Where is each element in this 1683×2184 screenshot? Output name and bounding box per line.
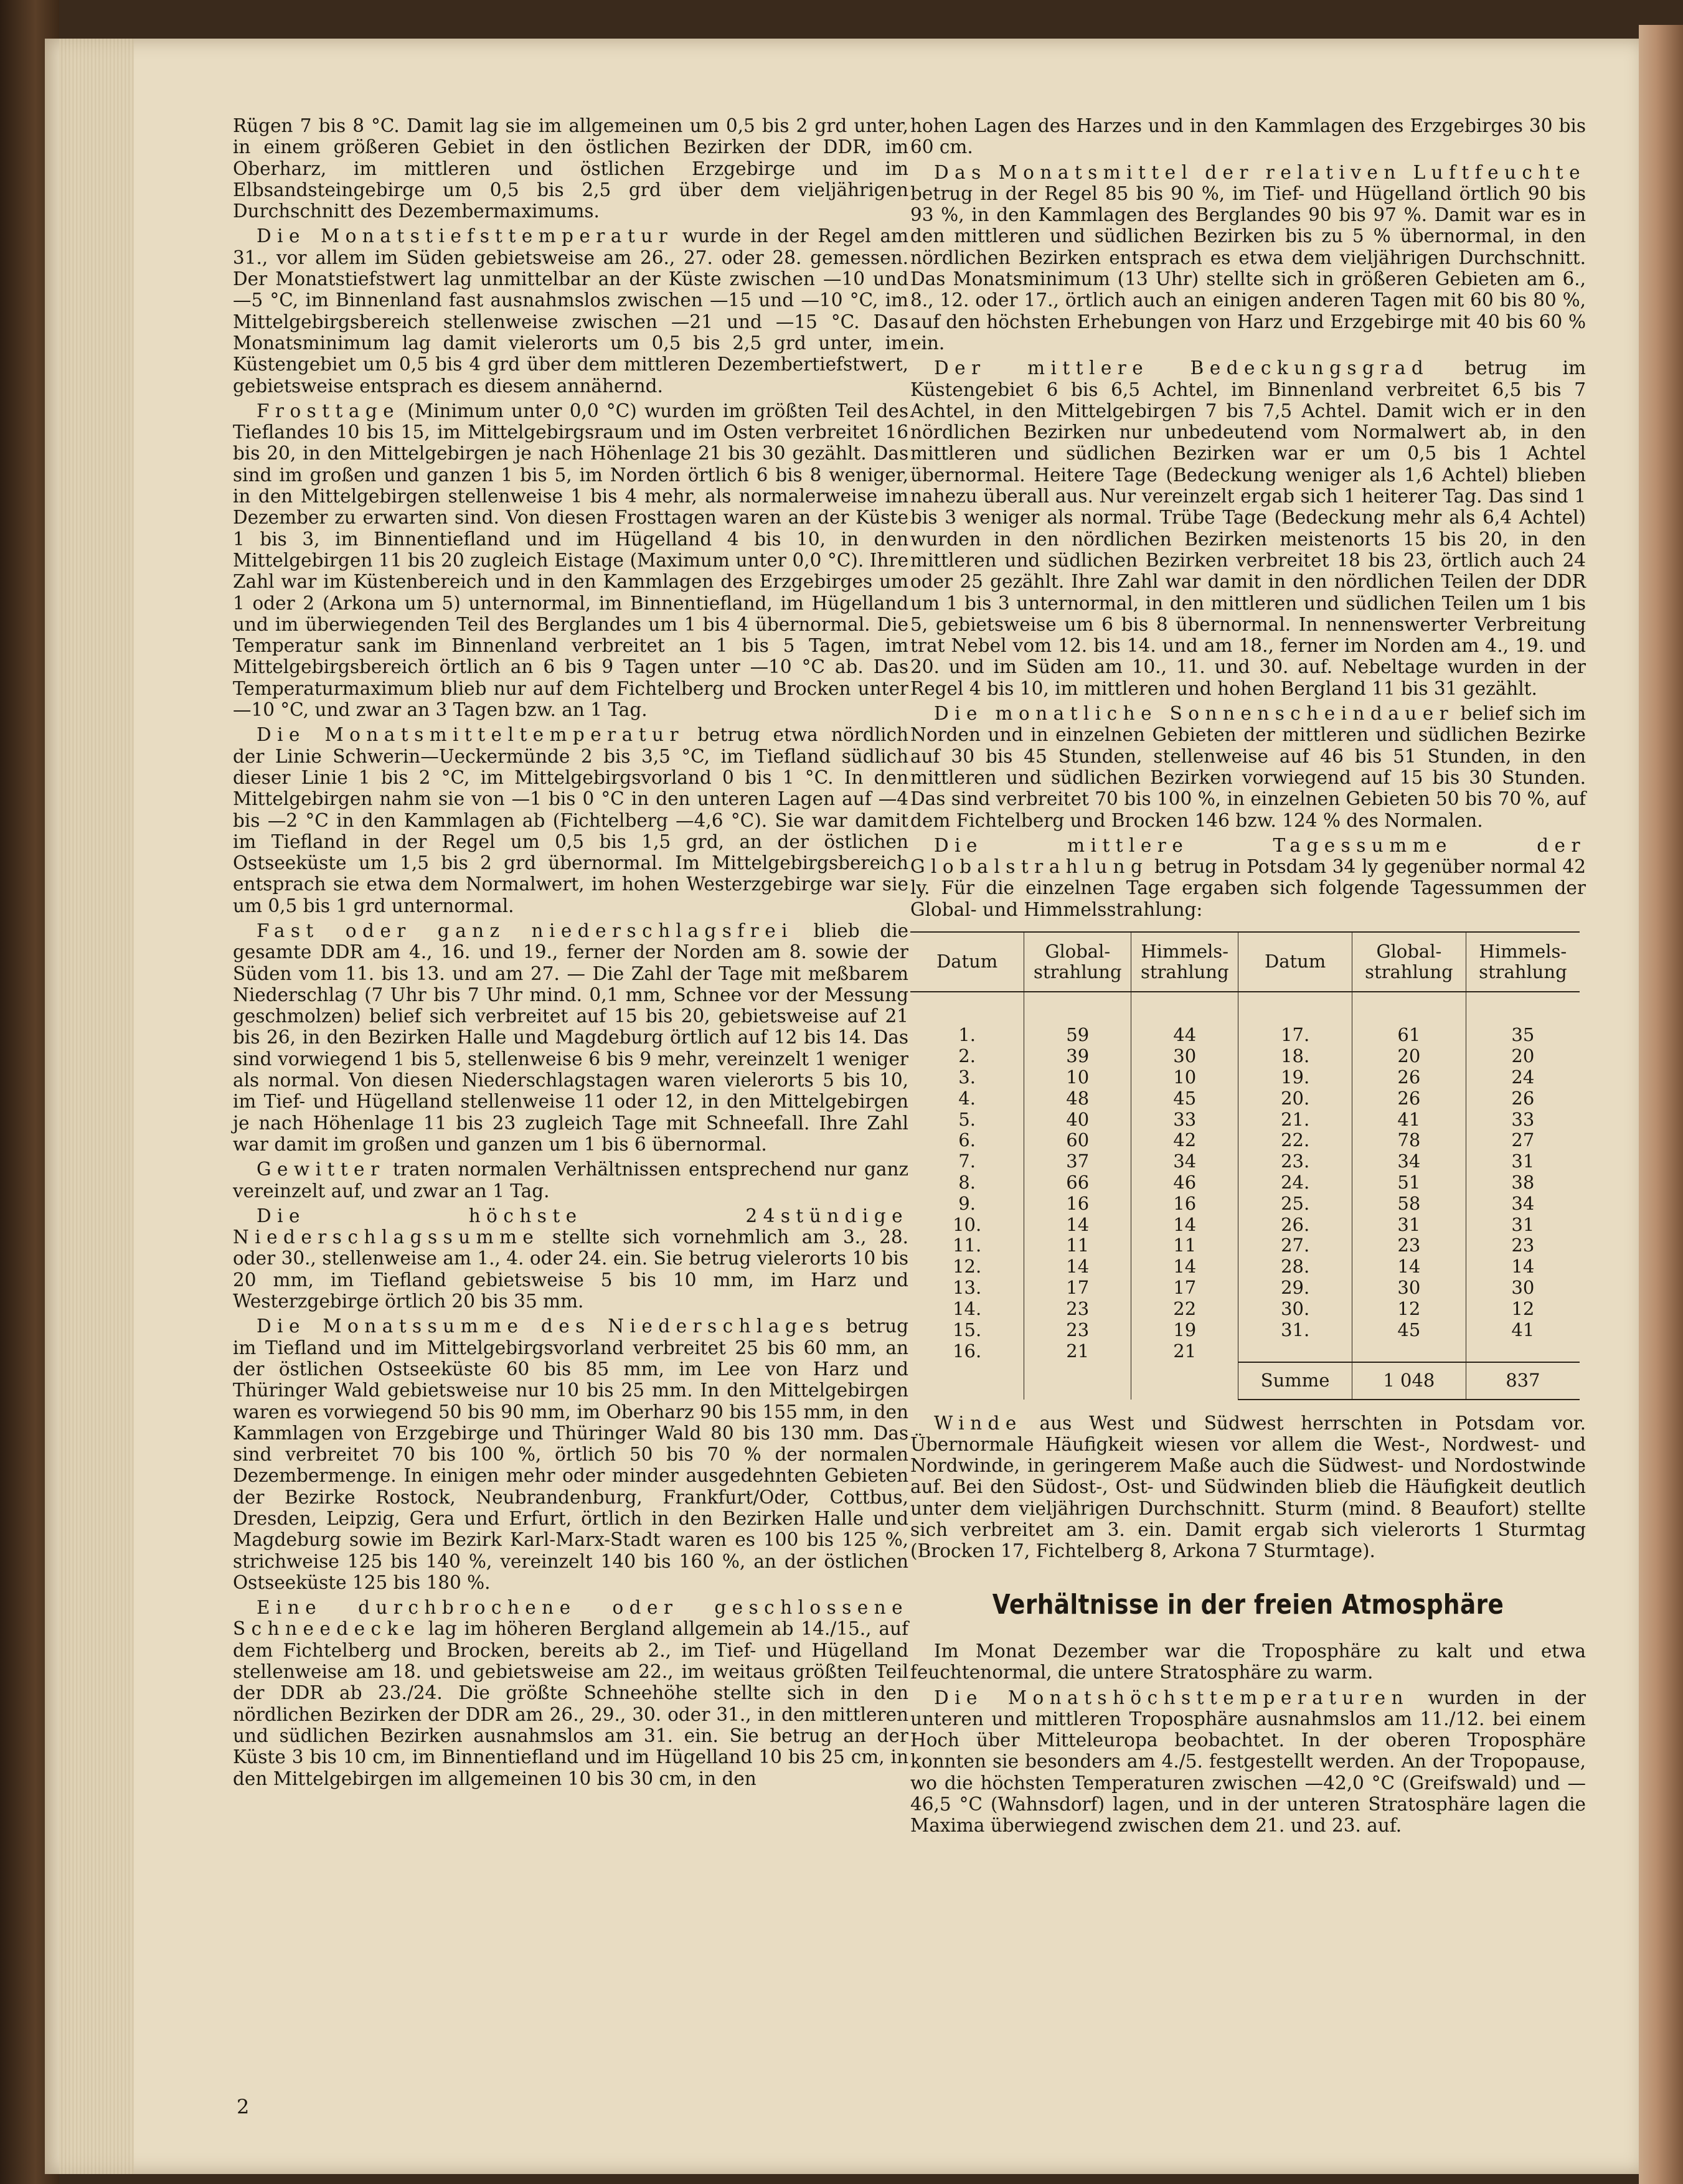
table-cell: 23 [1024, 1298, 1131, 1319]
table-cell: 28. [1238, 1256, 1352, 1278]
table-cell: 12. [953, 1256, 982, 1278]
paragraph-lead: Die Monatssumme des Niederschlages [257, 1316, 835, 1337]
paragraph [233, 920, 908, 1155]
table-cell: 41 [1466, 1319, 1580, 1340]
paragraph-lead: Die mittlere Tagessumme der Globalstrahlung [910, 834, 1586, 878]
paragraph-lead: Gewitter [257, 1159, 385, 1180]
table-cell: 15. [953, 1319, 982, 1340]
table-row [910, 1172, 1580, 1193]
table-cell: 30 [1352, 1278, 1466, 1299]
paragraph-lead: Eine durchbrochene oder geschlossene Schneedecke [233, 1597, 908, 1640]
section-heading: Verhältnisse in der freien Atmosphäre [992, 1588, 1504, 1621]
paragraph [233, 115, 908, 222]
paragraph-text: Rügen 7 bis 8 °C. Damit lag sie im allgemeinen um 0,5 bis 2 grd unter, in einem größeren Gebiet in den östlichen Bezirken der DDR, im Oberharz, im mittleren und östlichen Erzgebirge und im Elbsandsteingebirge um 0,5 bis 2,5 grd über dem vieljährigen Durchschnitt des Dezembermaximums. [233, 115, 908, 222]
table-cell: 14 [1024, 1214, 1131, 1235]
table-row [910, 1256, 1580, 1278]
table-cell: 31 [1352, 1214, 1466, 1235]
table-cell: 18. [1238, 1046, 1352, 1067]
table-sum-row [910, 1362, 1580, 1400]
table-cell: 13. [953, 1276, 982, 1298]
table-cell-empty [1024, 1362, 1131, 1400]
table-cell: 10 [1024, 1067, 1131, 1088]
paragraph-text: wurde in der Regel am 31., vor allem im Süden gebietsweise am 26., 27. oder 28. gemessen. Der Monatstiefstwert lag unmittelbar an der Küste zwischen —10 und —5 °C, im Binnenland fast ausnahmslos zwischen —15 und —10 °C, im Mittelgebirgsbereich stellenweise zwischen —21 und —15 °C. Das Monatsminimum lag damit vielerorts um 0,5 bis 2,5 grd unter, im Küstengebiet um 0,5 bis 4 grd über dem mittleren Dezembertiefstwert, gebietsweise entsprach es diesem annähernd. [233, 225, 908, 397]
paragraph [233, 400, 908, 720]
table-row [910, 1130, 1580, 1151]
header-line: strahlung [1033, 961, 1122, 982]
section-body [910, 1640, 1586, 1837]
table-cell: 16. [953, 1340, 982, 1362]
table-cell: 11 [1131, 1235, 1238, 1256]
table-row [910, 1067, 1580, 1088]
paragraph-lead: Das Monatsmittel der relativen Luftfeuchte [934, 161, 1586, 183]
table-cell: 20 [1466, 1046, 1580, 1067]
page-edge-right [1639, 25, 1683, 2184]
table-cell: 19. [1238, 1067, 1352, 1088]
paragraph [910, 835, 1586, 920]
table-cell: 17 [1024, 1278, 1131, 1299]
table-cell: 38 [1466, 1172, 1580, 1193]
table-header-cell [1238, 932, 1352, 992]
table-cell: 24. [1238, 1172, 1352, 1193]
table-cell: 25. [1238, 1193, 1352, 1214]
table-cell: 44 [1131, 992, 1238, 1046]
table-cell: 14 [1466, 1256, 1580, 1278]
table-cell-empty [1131, 1362, 1238, 1400]
table-cell: 8. [958, 1171, 976, 1193]
table-cell: 10. [953, 1213, 982, 1235]
table-cell: 17 [1131, 1278, 1238, 1299]
table-cell: 34 [1352, 1151, 1466, 1172]
table-cell: 14 [1024, 1256, 1131, 1278]
table-cell: 29. [1238, 1278, 1352, 1299]
table-cell: 33 [1466, 1109, 1580, 1130]
table-cell: 14 [1131, 1256, 1238, 1278]
table-cell: 21 [1131, 1340, 1238, 1362]
table-cell: 40 [1024, 1109, 1131, 1130]
header-line: Global- [1045, 940, 1111, 962]
header-line: Global- [1376, 940, 1442, 962]
table-cell: 34 [1131, 1151, 1238, 1172]
table-cell: 3. [958, 1066, 976, 1088]
table-row [910, 1193, 1580, 1214]
table-cell: 22. [1238, 1130, 1352, 1151]
table-cell: 78 [1352, 1130, 1466, 1151]
table-cell: 11 [1024, 1235, 1131, 1256]
header-line: Datum [936, 951, 998, 972]
paragraph [233, 225, 908, 396]
table-cell: 26. [1238, 1214, 1352, 1235]
table-row [910, 1109, 1580, 1130]
table-cell: 16 [1131, 1193, 1238, 1214]
table-cell: 30 [1466, 1278, 1580, 1299]
paragraph-text: betrug in Potsdam 34 ly gegenüber normal 42 ly. Für die einzelnen Tage ergaben sich folgende Tagessummen der Global- und Himmelsstrahlung: [910, 856, 1586, 920]
table-cell: 24 [1466, 1067, 1580, 1088]
page-number: 2 [237, 2095, 250, 2119]
table-row [910, 1298, 1580, 1319]
table-cell: 30 [1131, 1046, 1238, 1067]
paragraph [233, 1597, 908, 1789]
paragraph-lead: Fast oder ganz niederschlagsfrei [257, 920, 793, 941]
paragraph-text: wurden in der unteren und mittleren Troposphäre ausnahmslos am 11./12. bei einem Hoch über Mitteleuropa beobachtet. In der oberen Troposphäre konnten sie besonders am 4./5. festgestellt werden. An der Tropopause, wo die höchsten Temperaturen zwischen —42,0 °C (Greifswald) und —46,5 °C (Wahnsdorf) lagen, und in der unteren Stratosphäre lagen die Maxima überwiegend zwischen dem 21. und 23. auf. [910, 1687, 1586, 1837]
table-row [910, 1151, 1580, 1172]
table-cell: 12 [1352, 1298, 1466, 1319]
paragraph [233, 1159, 908, 1202]
paragraph-text: traten normalen Verhältnissen entsprechend nur ganz vereinzelt auf, und zwar an 1 Tag. [233, 1159, 908, 1202]
table-row [910, 1235, 1580, 1256]
header-line: strahlung [1140, 961, 1229, 982]
table-header-cell [910, 932, 1024, 992]
right-column-text-bottom [910, 1413, 1586, 1562]
table-body [910, 992, 1580, 1400]
paragraph [233, 724, 908, 916]
paragraph-text: betrug im Tiefland und im Mittelgebirgsvorland verbreitet 25 bis 60 mm, an der östlichen Ostseeküste 60 bis 85 mm, im Lee von Harz und Thüringer Wald gebietsweise nur 10 bis 25 mm. In den Mittelgebirgen waren es vorwiegend 50 bis 90 mm, im Oberharz 90 bis 155 mm, in den Kammlagen von Erzgebirge und Thüringer Wald 80 bis 130 mm. Das sind verbreitet 70 bis 100 %, örtlich 50 bis 70 % der normalen Dezembermenge. In einigen mehr oder minder ausgedehnten Gebieten der Bezirke Rostock, Neubrandenburg, Frankfurt/Oder, Cottbus, Dresden, Leipzig, Gera und Erfurt, örtlich in den Bezirken Halle und Magdeburg sowie im Bezirk Karl-Marx-Stadt waren es 100 bis 125 %, strichweise 125 bis 140 %, vereinzelt 140 bis 160 %, an der östlichen Ostseeküste 125 bis 180 %. [233, 1316, 908, 1593]
table-cell: 20. [1238, 1088, 1352, 1109]
table-cell: 34 [1466, 1193, 1580, 1214]
paragraph-text: lag im höheren Bergland allgemein ab 14./15., auf dem Fichtelberg und Brocken, bereits ab 2., im Tief- und Hügelland stellenweise am 18. und gebietsweise am 22., im weitaus größten Teil der DDR ab 23./24. Die größte Schneehöhe stellte sich in den nördlichen Bezirken der DDR am 26., 29., 30. oder 31., in den mittleren und südlichen Bezirken ausnahmslos am 31. ein. Sie betrug an der Küste 3 bis 10 cm, im Binnentiefland und im Hügelland 10 bis 25 cm, in den Mittelgebirgen im allgemeinen 10 bis 30 cm, in den [233, 1618, 908, 1789]
right-column-text-top [910, 115, 1586, 920]
table-cell: 45 [1131, 1088, 1238, 1109]
table-cell: 45 [1352, 1319, 1466, 1340]
table-cell: 14. [953, 1297, 982, 1319]
table-cell: 33 [1131, 1109, 1238, 1130]
radiation-table [910, 931, 1580, 1400]
paragraph-lead: Die Monatshöchsttemperaturen [934, 1687, 1409, 1708]
right-column [910, 115, 1586, 1840]
table-cell: 14 [1131, 1214, 1238, 1235]
table-row [910, 1214, 1580, 1235]
table-cell-empty [910, 1362, 1024, 1400]
table-cell: 7. [958, 1151, 976, 1172]
paragraph-text: hohen Lagen des Harzes und in den Kammlagen des Erzgebirges 30 bis 60 cm. [910, 115, 1586, 158]
table-cell: 31 [1466, 1151, 1580, 1172]
table-header-cell [1131, 932, 1238, 992]
table-cell [1238, 1340, 1352, 1362]
table-cell: 31. [1238, 1319, 1352, 1340]
table-cell: 42 [1131, 1130, 1238, 1151]
table-cell [1466, 1340, 1580, 1362]
table-cell: 11. [953, 1235, 982, 1256]
paragraph-text: stellte sich vornehmlich am 3., 28. oder 30., stellenweise am 1., 4. oder 24. ein. Sie betrug vielerorts 10 bis 20 mm, im Tiefland gebietsweise 5 bis 10 mm, im Harz und Westerzgebirge örtlich 20 bis 35 mm. [233, 1226, 908, 1312]
table-cell: 12 [1466, 1298, 1580, 1319]
paragraph-text: belief sich im Norden und in einzelnen Gebieten der mittleren und südlichen Bezirke auf 30 bis 45 Stunden, stellenweise auf 46 bis 51 Stunden, in den mittleren und südlichen Bezirken vorwiegend auf 15 bis 30 Stunden. Das sind verbreitet 70 bis 100 %, in einzelnen Gebieten 50 bis 70 %, auf dem Fichtelberg und Brocken 146 bzw. 124 % des Normalen. [910, 703, 1586, 831]
table-cell: 17. [1238, 992, 1352, 1046]
table-cell: 31 [1466, 1214, 1580, 1235]
paragraph-lead: Frosttage [257, 400, 400, 421]
paragraph-lead: Der mittlere Bedeckungsgrad [934, 357, 1430, 379]
table-cell: 23 [1466, 1235, 1580, 1256]
table-cell: 61 [1352, 992, 1466, 1046]
table-cell: 27. [1238, 1235, 1352, 1256]
table-cell: 6. [958, 1129, 976, 1151]
table-cell: 59 [1024, 992, 1131, 1046]
table-cell: 10 [1131, 1067, 1238, 1088]
paragraph-lead: Die Monatstiefsttemperatur [257, 225, 674, 247]
header-line: Himmels- [1479, 940, 1567, 962]
table-row [910, 992, 1580, 1046]
paragraph [910, 115, 1586, 158]
header-line: strahlung [1365, 961, 1453, 982]
sum-himmel: 837 [1466, 1362, 1580, 1400]
table-cell: 2. [958, 1045, 976, 1067]
paragraph-text: blieb die gesamte DDR am 4., 16. und 19., ferner der Norden am 8. sowie der Süden vom 11. bis 13. und am 27. — Die Zahl der Tage mit meßbarem Niederschlag (7 Uhr bis 7 Uhr mind. 0,1 mm, Schnee vor der Messung geschmolzen) belief sich verbreitet auf 15 bis 20, gebietsweise auf 21 bis 26, in den Bezirken Halle und Magdeburg örtlich auf 12 bis 14. Das sind vorwiegend 1 bis 5, stellenweise 6 bis 9 mehr, vereinzelt 1 weniger als normal. Von diesen Niederschlagstagen waren vielerorts 5 bis 10, im Tief- und Hügelland stellenweise 11 oder 12, in den Mittelgebirgen je nach Höhenlage 11 bis 23 zugleich Tage mit Schneefall. Ihre Zahl war damit im großen und ganzen um 1 bis 6 übernormal. [233, 920, 908, 1155]
table-cell: 58 [1352, 1193, 1466, 1214]
table-cell: 16 [1024, 1193, 1131, 1214]
table-cell: 26 [1466, 1088, 1580, 1109]
table-header-cell [1466, 932, 1580, 992]
table-cell: 14 [1352, 1256, 1466, 1278]
paragraph [233, 1205, 908, 1312]
table-cell: 23 [1352, 1235, 1466, 1256]
paragraph [910, 1413, 1586, 1562]
table-cell: 23 [1024, 1319, 1131, 1340]
paragraph-text: (Minimum unter 0,0 °C) wurden im größten Teil des Tieflandes 10 bis 15, im Mittelgebirgsraum und im Osten verbreitet 16 bis 20, in den Mittelgebirgen je nach Höhenlage 21 bis 30 gezählt. Das sind im großen und ganzen 1 bis 5, im Norden örtlich 6 bis 8 weniger, in den Mittelgebirgen stellenweise 1 bis 4 mehr, als normalerweise im Dezember zu erwarten sind. Von diesen Frosttagen waren an der Küste 1 bis 3, im Binnentiefland und im Hügelland 4 bis 10, in den Mittelgebirgen 11 bis 20 zugleich Eistage (Maximum unter 0,0 °C). Ihre Zahl war im Küstenbereich und in den Kammlagen des Erzgebirges um 1 oder 2 (Arkona um 5) unternormal, im Binnentiefland, im Hügelland und im überwiegenden Teil des Berglandes um 1 bis 4 übernormal. Die Temperatur sank im Binnenland verbreitet an 1 bis 5 Tagen, im Mittelgebirgsbereich örtlich an 6 bis 9 Tagen unter —10 °C ab. Das Temperaturmaximum blieb nur auf dem Fichtelberg und Brocken unter —10 °C, und zwar an 3 Tagen bzw. an 1 Tag. [233, 400, 908, 721]
table-cell: 30. [1238, 1298, 1352, 1319]
table-header-cell [1352, 932, 1466, 992]
paragraph [910, 1687, 1586, 1837]
paragraph-text: betrug im Küstengebiet 6 bis 6,5 Achtel, im Binnenland verbreitet 6,5 bis 7 Achtel, in den Mittelgebirgen 7 bis 7,5 Achtel. Damit wich er in den nördlichen Bezirken nur unbedeutend vom Normalwert ab, in den mittleren und südlichen Bezirken war er um 0,5 bis 1 Achtel übernormal. Heitere Tage (Bedeckung weniger als 1,6 Achtel) blieben nahezu überall aus. Nur vereinzelt ergab sich 1 heiterer Tag. Das sind 1 bis 3 weniger als normal. Trübe Tage (Bedeckung mehr als 6,4 Achtel) wurden in den nördlichen Bezirken meistenorts 15 bis 20, in den mittleren und südlichen Bezirken verbreitet 18 bis 23, örtlich auch 24 oder 25 gezählt. Ihre Zahl war damit in den nördlichen Teilen der DDR um 1 bis 3 unternormal, in den mittleren und südlichen Teilen um 1 bis 5, gebietsweise um 6 bis 8 übernormal. In nennenswerter Verbreitung trat Nebel vom 12. bis 14. und am 18., ferner im Norden am 4., 19. und 20. und im Süden am 10., 11. und 30. auf. Nebeltage wurden in der Regel 4 bis 10, im mittleren und hohen Bergland 11 bis 31 gezählt. [910, 357, 1586, 699]
paragraph [910, 703, 1586, 831]
page-stack-edge [59, 39, 134, 2174]
table-cell [1352, 1340, 1466, 1362]
paragraph [233, 1316, 908, 1593]
table-cell: 4. [958, 1087, 976, 1109]
table-cell: 27 [1466, 1130, 1580, 1151]
paragraph-lead: Die Monatsmitteltemperatur [257, 724, 684, 746]
table-cell: 23. [1238, 1151, 1352, 1172]
table-cell: 5. [958, 1108, 976, 1130]
left-column [233, 115, 908, 1793]
table-cell: 51 [1352, 1172, 1466, 1193]
table-row [910, 1340, 1580, 1362]
table-row [910, 1319, 1580, 1340]
table-row [910, 1088, 1580, 1109]
table-cell: 26 [1352, 1067, 1466, 1088]
table-cell: 48 [1024, 1088, 1131, 1109]
paragraph [910, 357, 1586, 699]
table-cell: 60 [1024, 1130, 1131, 1151]
table-cell: 41 [1352, 1109, 1466, 1130]
table-cell: 35 [1466, 992, 1580, 1046]
table-row [910, 1046, 1580, 1067]
sum-global: 1 048 [1352, 1362, 1466, 1400]
table-cell: 21. [1238, 1109, 1352, 1130]
paragraph [910, 1640, 1586, 1683]
table-cell: 46 [1131, 1172, 1238, 1193]
header-line: strahlung [1479, 961, 1567, 982]
paragraph-text: Im Monat Dezember war die Troposphäre zu kalt und etwa feuchtenormal, die untere Stratosphäre zu warm. [910, 1640, 1586, 1683]
header-line: Himmels- [1141, 940, 1229, 962]
paragraph-text: betrug etwa nördlich der Linie Schwerin—Ueckermünde 2 bis 3,5 °C, im Tiefland südlich dieser Linie 1 bis 2 °C, im Mittelgebirgsvorland 0 bis 1 °C. In den Mittelgebirgen nahm sie von —1 bis 0 °C in den unteren Lagen auf —4 bis —2 °C in den Kammlagen ab (Fichtelberg —4,6 °C). Sie war damit im Tiefland in der Regel um 0,5 bis 1,5 grd, an der östlichen Ostseeküste um 1,5 bis 2 grd übernormal. Im Mittelgebirgsbereich entsprach sie etwa dem Normalwert, im hohen Westerzgebirge war sie um 0,5 bis 1 grd unternormal. [233, 724, 908, 916]
paragraph-text: betrug in der Regel 85 bis 90 %, im Tief- und Hügelland örtlich 90 bis 93 %, in den Kammlagen des Berglandes 90 bis 97 %. Damit war es in den mittleren und südlichen Bezirken bis zu 5 % übernormal, in den nördlichen Bezirken entsprach es etwa dem vieljährigen Durchschnitt. Das Monatsminimum (13 Uhr) stellte sich in größeren Gebieten am 6., 8., 12. oder 17., örtlich auch an einigen anderen Tagen mit 60 bis 80 %, auf den höchsten Erhebungen von Harz und Erzgebirge mit 40 bis 60 % ein. [910, 182, 1586, 354]
table-cell: 1. [958, 1024, 976, 1046]
table-cell: 9. [958, 1192, 976, 1214]
paragraph [910, 162, 1586, 354]
table-cell: 20 [1352, 1046, 1466, 1067]
paragraph-lead: Winde [934, 1412, 1022, 1434]
table-cell: 26 [1352, 1088, 1466, 1109]
table-cell: 19 [1131, 1319, 1238, 1340]
paragraph-lead: Die höchste 24stündige Niederschlagssumme [233, 1205, 908, 1248]
table-cell: 39 [1024, 1046, 1131, 1067]
table-cell: 21 [1024, 1340, 1131, 1362]
table-header-cell [1024, 932, 1131, 992]
paragraph-lead: Die monatliche Sonnenscheindauer [934, 703, 1454, 725]
table-row [910, 1278, 1580, 1299]
sum-label: Summe [1238, 1362, 1352, 1400]
table-header-row [910, 932, 1580, 992]
table-cell: 66 [1024, 1172, 1131, 1193]
table-cell: 37 [1024, 1151, 1131, 1172]
table-cell: 22 [1131, 1298, 1238, 1319]
paragraph-text: aus West und Südwest herrschten in Potsdam vor. Übernormale Häufigkeit wiesen vor allem die West-, Nordwest- und Nordwinde, in geringerem Maße auch die Südwest- und Nordostwinde auf. Bei den Südost-, Ost- und Südwinden blieb die Häufigkeit deutlich unter dem vieljährigen Durchschnitt. Sturm (mind. 8 Beaufort) stellte sich verbreitet am 3. ein. Damit ergab sich vielerorts 1 Sturmtag (Brocken 17, Fichtelberg 8, Arkona 7 Sturmtage). [910, 1412, 1586, 1562]
header-line: Datum [1264, 951, 1326, 972]
